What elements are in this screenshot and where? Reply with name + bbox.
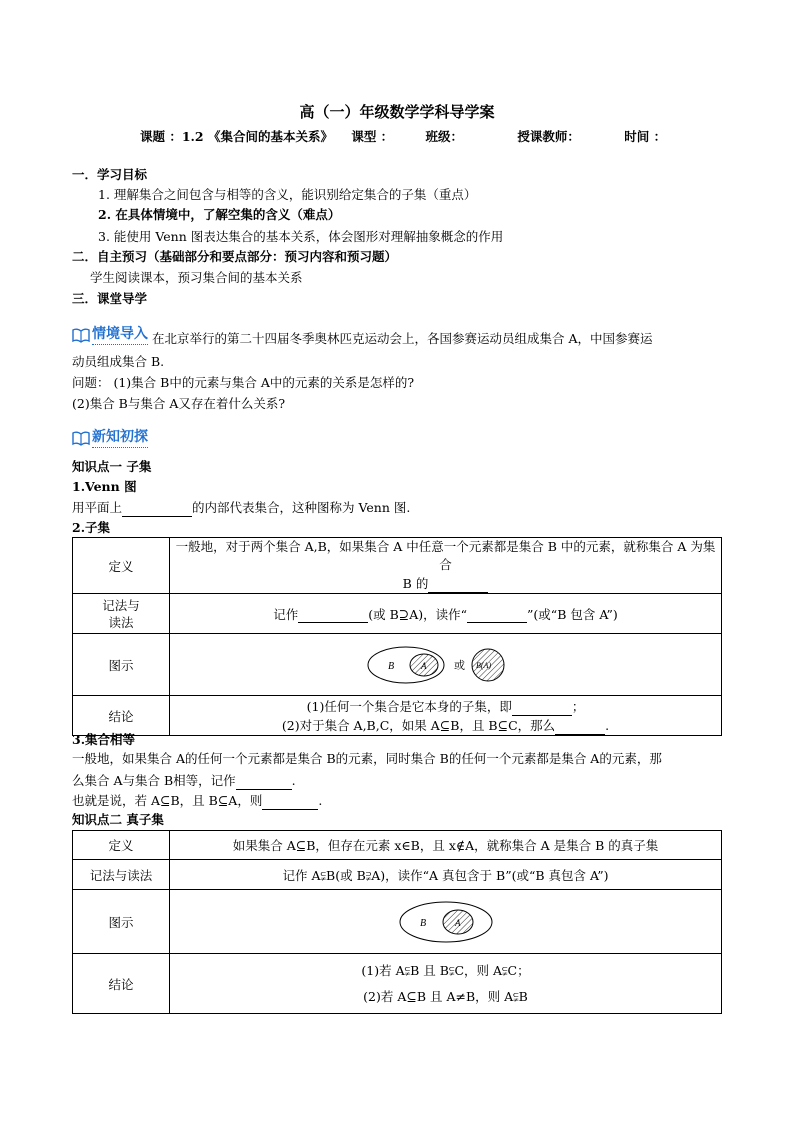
table-row: [73, 860, 722, 890]
section-preview-heading: 二．自主预习（基础部分和要点部分：预习内容和预习题）: [72, 249, 398, 264]
table-header-cell: 定义: [73, 538, 170, 594]
proper-subset-figure-cell: [170, 890, 722, 954]
table-header-cell: 图示: [73, 634, 170, 696]
lesson-info: [140, 127, 680, 145]
table-header-cell: [73, 594, 170, 634]
intro-line-2: 动员组成集合 B.: [72, 354, 165, 369]
intro-line-1: [72, 325, 653, 348]
blank: [122, 498, 192, 517]
venn-title: 1.Venn 图: [72, 479, 137, 494]
venn-text-post: 的内部代表集合，这种图称为 Venn 图.: [192, 500, 411, 515]
venn-text: [72, 498, 410, 517]
lesson-topic: 课题 ：1.2 《集合间的基本关系》: [140, 129, 333, 144]
knowledge-point-2: 知识点二 真子集: [72, 812, 164, 827]
header-line: 读法: [108, 614, 134, 630]
conclusion-line: [170, 697, 721, 716]
table-row: [73, 890, 722, 954]
definition-line-2: [170, 574, 721, 593]
table-row: [73, 594, 722, 634]
question-1: 问题： (1)集合 B中的元素与集合 A中的元素的关系是怎样的?: [72, 375, 415, 390]
lesson-type: 课型 ：: [351, 129, 394, 144]
proper-subset-table: [72, 830, 722, 1014]
subset-table: [72, 537, 722, 736]
table-row: [73, 954, 722, 1014]
header-line: 记法与: [102, 597, 140, 613]
subset-conclusion: [170, 696, 722, 736]
notation-text: (或 B⊇A)，读作“: [368, 606, 468, 622]
subset-definition: [170, 538, 722, 594]
equal-text: 也就是说，若 A⊆B，且 B⊆A，则: [72, 793, 263, 808]
subset-title: 2.子集: [72, 520, 111, 535]
table-header-cell: 结论: [73, 954, 170, 1014]
proper-subset-notation: 记作 A⫋B(或 B⫌A)，读作“A 真包含于 B”(或“B 真包含 A”): [170, 860, 722, 890]
blank: [298, 607, 368, 623]
label-a: A: [454, 917, 460, 928]
equal-text: 么集合 A与集合 B相等，记作: [72, 773, 236, 788]
blank: [555, 716, 605, 735]
table-row: [73, 831, 722, 860]
table-row: [73, 634, 722, 696]
conclusion-text: (1)任何一个集合是它本身的子集，即: [306, 698, 512, 714]
intro-badge-label: 情境导入: [92, 325, 148, 345]
intro-text: 在北京举行的第二十四届冬季奥林匹克运动会上，各国参赛运动员组成集合 A，中国参赛运: [151, 331, 653, 346]
equal-line-2: [72, 771, 296, 790]
label-b: B: [387, 660, 394, 672]
label-ba: B(A): [475, 660, 491, 670]
conclusion-text: (2)对于集合 A,B,C，如果 A⊆B，且 B⊆C，那么: [281, 717, 556, 733]
notation-text: ”(或“B 包含 A”): [527, 606, 618, 622]
knowledge-point-1: 知识点一 子集: [72, 459, 152, 474]
equal-title: 3.集合相等: [72, 732, 136, 747]
question-2: (2)集合 B与集合 A又存在着什么关系?: [72, 396, 286, 411]
definition-line-1: 一般地，对于两个集合 A,B，如果集合 A 中任意一个元素都是集合 B 中的元素，就称集合 A 为集合: [175, 539, 716, 572]
proper-subset-conclusion: [170, 954, 722, 1014]
explore-badge: [72, 428, 148, 448]
subset-figure-cell: [170, 634, 722, 696]
proper-subset-definition: 如果集合 A⊆B，但存在元素 x∈B，且 x∉A，就称集合 A 是集合 B 的真子集: [170, 831, 722, 860]
blank: [236, 771, 292, 790]
definition-line-2-text: B 的: [402, 576, 429, 591]
lesson-teacher: 授课教师：: [517, 129, 580, 144]
venn-text-pre: 用平面上: [72, 500, 123, 515]
intro-badge: [72, 325, 148, 345]
equal-period: .: [291, 773, 296, 788]
blank: [512, 697, 572, 716]
table-header-cell: 定义: [73, 831, 170, 860]
page-title: 高（一）年级数学学科导学案: [299, 103, 495, 121]
equal-line-1: 一般地，如果集合 A的任何一个元素都是集合 B的元素，同时集合 B的任何一个元素都是集合 A的元素，那: [72, 751, 662, 766]
table-header-cell: 结论: [73, 696, 170, 736]
preview-text: 学生阅读课本，预习集合间的基本关系: [90, 270, 303, 285]
equal-period: .: [318, 793, 323, 808]
book-icon: [72, 327, 90, 343]
conclusion-line: (2)若 A⊆B 且 A≠B，则 A⫋B: [363, 988, 528, 1004]
blank: [467, 607, 527, 623]
section-goals-heading: 一．学习目标: [72, 167, 148, 182]
subset-notation: [170, 594, 722, 634]
goal-item: 3. 能使用 Venn 图表达集合的基本关系，体会图形对理解抽象概念的作用: [98, 229, 504, 244]
label-b: B: [419, 917, 426, 929]
explore-badge-line: [72, 428, 148, 451]
label-or: 或: [453, 658, 465, 672]
venn-subset-diagram: [366, 643, 526, 687]
conclusion-line: [170, 716, 721, 735]
conclusion-line: (1)若 A⫋B 且 B⫋C，则 A⫋C；: [361, 962, 530, 978]
equal-line-3: [72, 791, 322, 810]
blank: [262, 791, 318, 810]
lesson-time: 时间 ：: [624, 129, 667, 144]
table-header-cell: 图示: [73, 890, 170, 954]
book-icon: [72, 430, 90, 446]
blank: [428, 574, 488, 593]
explore-badge-label: 新知初探: [92, 428, 148, 448]
table-header-cell: 记法与读法: [73, 860, 170, 890]
notation-text: 记作: [273, 606, 299, 622]
venn-proper-subset-diagram: [396, 898, 496, 946]
goal-item: 2. 在具体情境中，了解空集的含义（难点）: [98, 207, 341, 222]
conclusion-text: ；: [571, 698, 585, 714]
label-a: A: [420, 660, 426, 671]
table-row: [73, 538, 722, 594]
conclusion-text: .: [605, 717, 610, 733]
lesson-class: 班级：: [425, 129, 464, 144]
section-guide-heading: 三．课堂导学: [72, 291, 148, 306]
table-row: [73, 696, 722, 736]
goal-item: 1. 理解集合之间包含与相等的含义，能识别给定集合的子集（重点）: [98, 187, 477, 202]
